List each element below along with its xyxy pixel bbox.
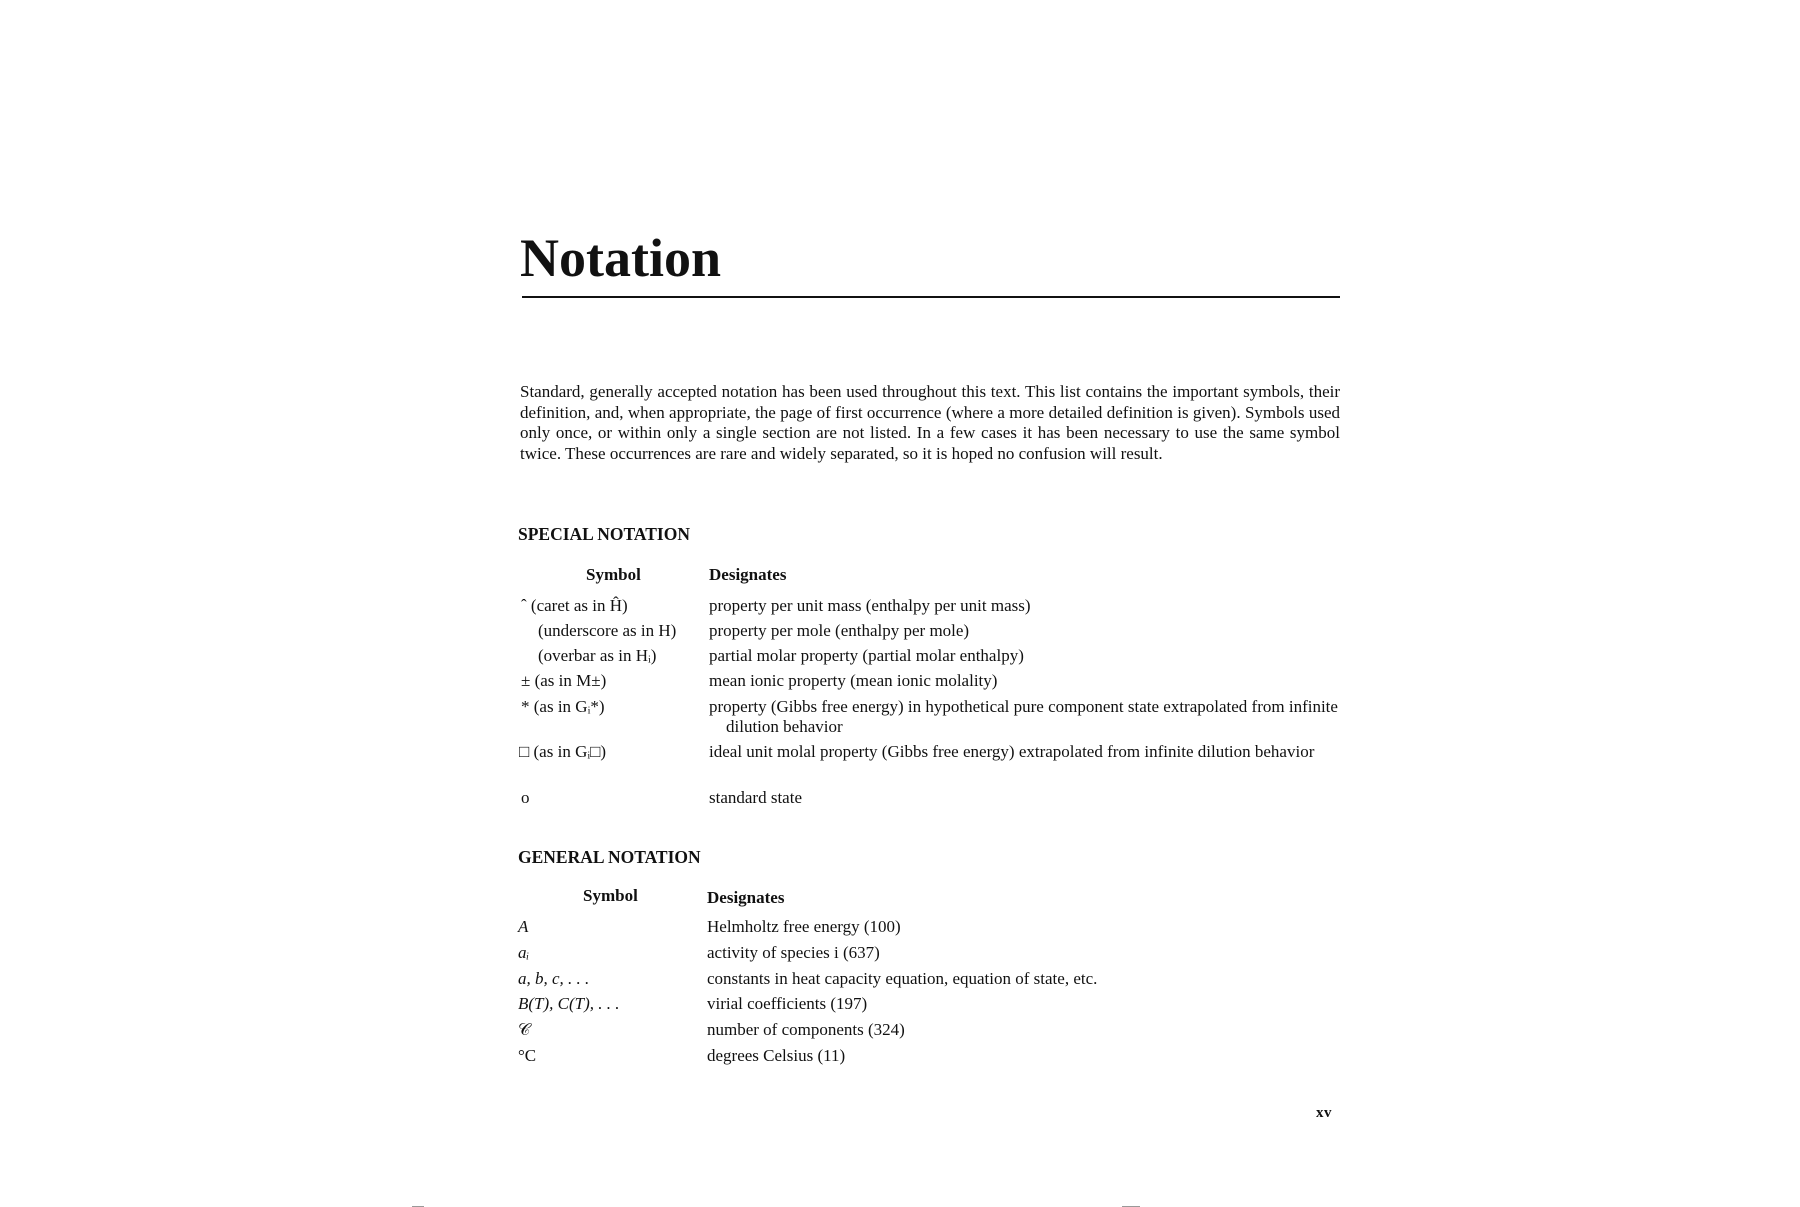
general-designation: degrees Celsius (11) [707, 1046, 846, 1065]
general-designation: number of components (324) [707, 1020, 905, 1039]
page-number: xv [1316, 1105, 1332, 1121]
general-symbol-column-header: Symbol [583, 886, 638, 905]
general-notation-heading: GENERAL NOTATION [518, 847, 701, 867]
special-designation: property per mole (enthalpy per mole) [709, 621, 970, 640]
general-designation: constants in heat capacity equation, equation of state, etc. [707, 969, 1098, 988]
general-symbol: B(T), C(T), . . . [518, 994, 620, 1013]
general-designates-column-header: Designates [707, 888, 785, 907]
special-designates-column-header: Designates [709, 565, 787, 584]
special-designation: ideal unit molal property (Gibbs free energy) extrapolated from infinite dilution behavior [709, 742, 1315, 761]
special-designation: property per unit mass (enthalpy per unit mass) [709, 596, 1031, 615]
special-symbol: o [521, 788, 530, 807]
special-symbol: (overbar as in Hᵢ) [538, 646, 657, 665]
general-designation: activity of species i (637) [707, 943, 880, 962]
special-symbol: ± (as in M±) [521, 671, 607, 690]
special-symbol-column-header: Symbol [586, 565, 641, 584]
general-symbol: A [518, 917, 529, 936]
general-symbol: °C [518, 1046, 537, 1065]
special-notation-heading: SPECIAL NOTATION [518, 524, 690, 544]
special-symbol: ˆ (caret as in Ĥ) [521, 596, 628, 615]
special-designation: partial molar property (partial molar enthalpy) [709, 646, 1024, 665]
page-title: Notation [520, 228, 721, 288]
special-designation: standard state [709, 788, 802, 807]
special-symbol: □ (as in Gᵢ□) [519, 742, 607, 761]
title-rule [522, 296, 1340, 298]
special-designation: property (Gibbs free energy) in hypothetical pure component state extrapolated from infinite dilution behavior [709, 697, 1338, 736]
special-symbol: * (as in Gᵢ*) [521, 697, 605, 716]
general-symbol: 𝒞 [518, 1020, 531, 1039]
general-symbol: a, b, c, . . . [518, 969, 590, 988]
general-designation: virial coefficients (197) [707, 994, 868, 1013]
special-symbol: (underscore as in H) [538, 621, 677, 640]
intro-paragraph: Standard, generally accepted notation has been used throughout this text. This list contains the important symbols, their definition, and, when appropriate, the page of first occurrence (where a more detailed definition is given). Symbols used only once, or within only a single section are not listed. In a few cases it has been necessary to use the same symbol twice. These occurrences are rare and widely separated, so it is hoped no confusion will result. [520, 382, 1340, 463]
general-symbol: aᵢ [518, 943, 530, 962]
general-designation: Helmholtz free energy (100) [707, 917, 901, 936]
special-designation: mean ionic property (mean ionic molality) [709, 671, 998, 690]
